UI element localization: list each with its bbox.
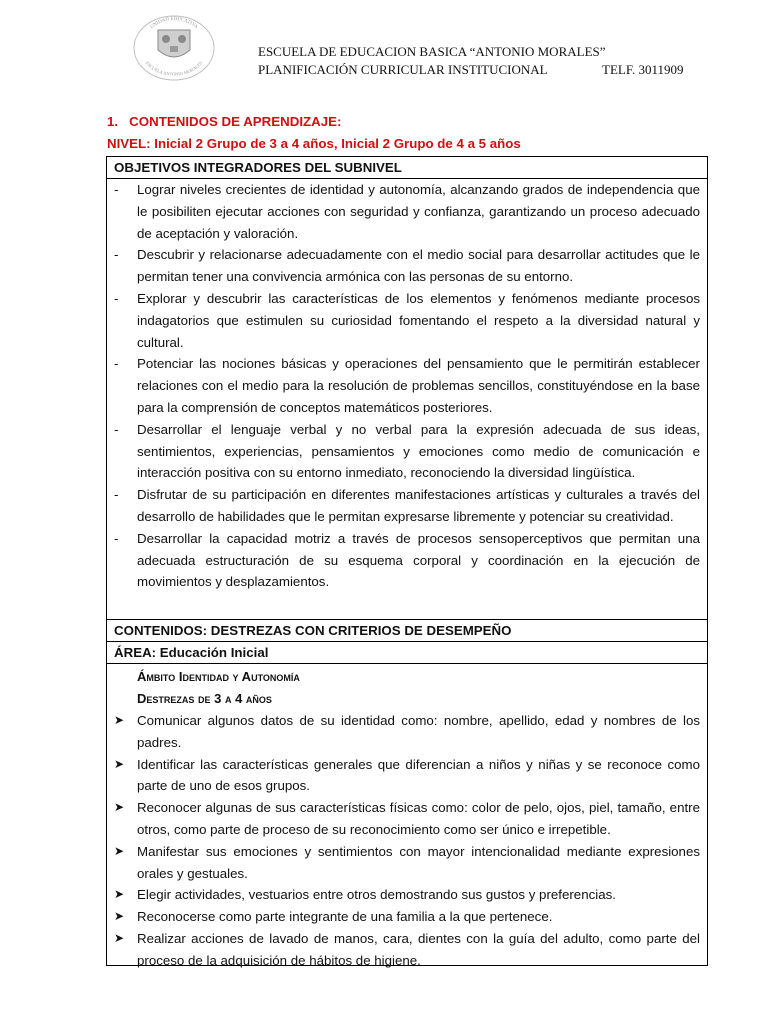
destreza-item: ➤ Realizar acciones de lavado de manos, cara, dientes con la guía del adulto, como parte del proceso de la adquisición de hábitos de higiene. xyxy=(114,928,700,972)
arrow-bullet-icon: ➤ xyxy=(114,713,125,727)
ambito-title: Ámbito Identidad y Autonomía xyxy=(137,669,300,684)
objective-item: - Explorar y descubrir las características de los elementos y fenómenos mediante procesos indagatorios que estimulen su curiosidad fomentando el respeto a la diversidad natural y cultural. xyxy=(114,288,700,353)
objetivos-cell xyxy=(107,179,707,620)
content-table xyxy=(106,156,708,966)
school-name: ESCUELA DE EDUCACION BASICA “ANTONIO MORALES” xyxy=(258,44,606,59)
objetivos-header: OBJETIVOS INTEGRADORES DEL SUBNIVEL xyxy=(107,157,707,179)
dash-bullet: - xyxy=(114,530,119,546)
section-title: 1. CONTENIDOS DE APRENDIZAJE: xyxy=(107,114,342,129)
dash-bullet: - xyxy=(114,421,119,437)
arrow-bullet-icon: ➤ xyxy=(114,930,125,945)
area-header: ÁREA: Educación Inicial xyxy=(107,642,707,664)
objective-item: - Disfrutar de su participación en diferentes manifestaciones artísticas y culturales a través del desarrollo de habilidades que le permitan expresarse libremente y potenciar su creatividad. xyxy=(114,484,700,528)
destreza-item: ➤ Elegir actividades, vestuarios entre otros demostrando sus gustos y preferencias. xyxy=(114,884,700,906)
objective-item: - Desarrollar el lenguaje verbal y no verbal para la expresión adecuada de sus ideas, sentimientos, experiencias, pensamientos y emociones como medio de comunicación e interacción positiva con su entorno inmediato, reconociendo la diversidad lingüística. xyxy=(114,419,700,484)
dash-bullet: - xyxy=(114,247,119,263)
destreza-item: ➤ Manifestar sus emociones y sentimientos con mayor intencionalidad mediante expresiones orales y gestuales. xyxy=(114,841,700,885)
destreza-item: ➤ Reconocerse como parte integrante de una familia a la que pertenece. xyxy=(114,906,700,928)
arrow-bullet-icon: ➤ xyxy=(114,887,125,902)
dash-bullet: - xyxy=(114,290,119,306)
svg-text:UNIDAD EDUCATIVA: UNIDAD EDUCATIVA xyxy=(149,16,199,31)
contenidos-header: CONTENIDOS: DESTREZAS CON CRITERIOS DE DESEMPEÑO xyxy=(107,620,707,642)
arrow-bullet-icon: ➤ xyxy=(114,843,125,858)
destrezas-title: Destrezas de 3 a 4 años xyxy=(137,691,272,706)
dash-bullet: - xyxy=(114,182,119,197)
school-logo xyxy=(128,10,220,82)
objective-item: - Desarrollar la capacidad motriz a través de procesos sensoperceptivos que permitan una adecuada estructuración de su esquema corporal y coordinación en la ejecución de movimientos y desplazamientos. xyxy=(114,528,700,593)
phone-number: TELF. 3011909 xyxy=(602,62,684,77)
objective-item: - Lograr niveles crecientes de identidad y autonomía, alcanzando grados de independencia que le posibiliten ejecutar acciones con seguridad y confianza, garantizando un proceso adecuado de aceptación y valoración. xyxy=(114,179,700,244)
objective-item: - Descubrir y relacionarse adecuadamente con el medio social para desarrollar actitudes que le permitan tener una convivencia armónica con las personas de su entorno. xyxy=(114,244,700,288)
destreza-item: ➤ Identificar las características generales que diferencian a niños y niñas y se reconoce como parte de uno de esos grupos. xyxy=(114,754,700,798)
nivel-line: NIVEL: Inicial 2 Grupo de 3 a 4 años, Inicial 2 Grupo de 4 a 5 años xyxy=(107,136,521,151)
destrezas-cell xyxy=(107,664,707,968)
arrow-bullet-icon: ➤ xyxy=(114,800,125,815)
dash-bullet: - xyxy=(114,487,119,503)
dash-bullet: - xyxy=(114,356,119,372)
arrow-bullet-icon: ➤ xyxy=(114,909,125,924)
destreza-item: ➤ Reconocer algunas de sus características físicas como: color de pelo, ojos, piel, tamaño, entre otros, como parte de proceso de su reconocimiento como ser único e irrepetible. xyxy=(114,797,700,841)
objective-item: - Potenciar las nociones básicas y operaciones del pensamiento que le permitirán establecer relaciones con el medio para la resolución de problemas sencillos, constituyéndose en la base para la comprensión de conceptos matemáticos posteriores. xyxy=(114,353,700,418)
svg-text:ESCUELA ANTONIO MORALES: ESCUELA ANTONIO MORALES xyxy=(144,60,204,77)
destreza-item: ➤ Comunicar algunos datos de su identidad como: nombre, apellido, edad y nombres de los padres. xyxy=(114,710,700,754)
arrow-bullet-icon: ➤ xyxy=(114,756,125,771)
plan-title: PLANIFICACIÓN CURRICULAR INSTITUCIONAL xyxy=(258,62,548,77)
